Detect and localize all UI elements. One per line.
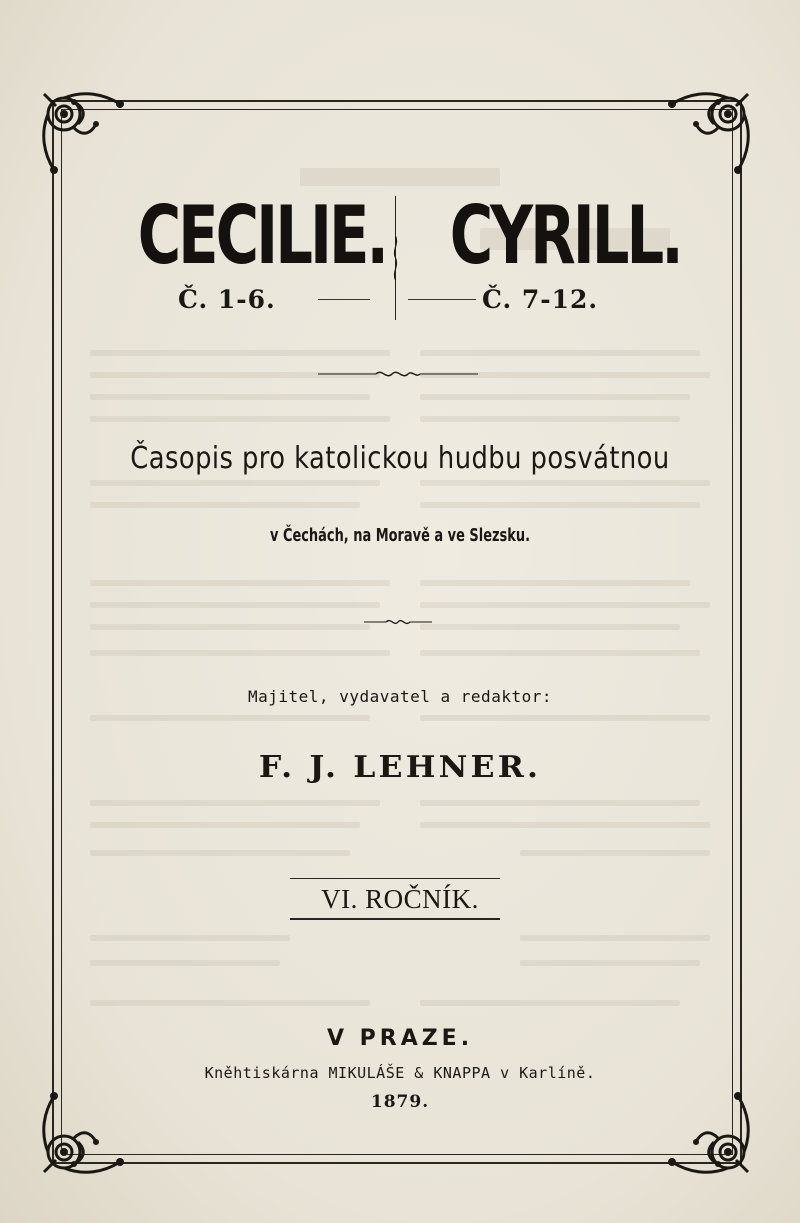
- volume-number: VI. ROČNÍK.: [321, 884, 479, 914]
- corner-ornament-top-right: [662, 84, 758, 180]
- owner-label: Majitel, vydavatel a redaktor:: [248, 687, 552, 706]
- publication-city: V PRAZE.: [326, 1026, 474, 1051]
- small-ornament-icon: [364, 616, 432, 628]
- title-cyrill: CYRILL.: [449, 189, 681, 282]
- corner-ornament-top-left: [34, 84, 130, 180]
- periodical-subtitle: Časopis pro katolickou hudbu posvátnou: [130, 441, 670, 476]
- issues-rule-left: [318, 299, 370, 300]
- issues-rule-right: [408, 299, 476, 300]
- publication-year: 1879.: [370, 1092, 430, 1112]
- issues-cyrill: Č. 7-12.: [482, 285, 599, 314]
- title-row: [0, 190, 800, 282]
- divider-flourish-icon: [391, 236, 400, 286]
- ornamental-rule-icon: [318, 368, 478, 380]
- owner-name: F. J. LEHNER.: [258, 750, 542, 785]
- region-line: v Čechách, na Moravě a ve Slezsku.: [269, 525, 531, 546]
- title-cecilie: CECILIE.: [137, 189, 387, 282]
- issues-cecilie: Č. 1-6.: [178, 285, 276, 314]
- printer-line: Kněhtiskárna MIKULÁŠE & KNAPPA v Karlíně.: [204, 1064, 596, 1082]
